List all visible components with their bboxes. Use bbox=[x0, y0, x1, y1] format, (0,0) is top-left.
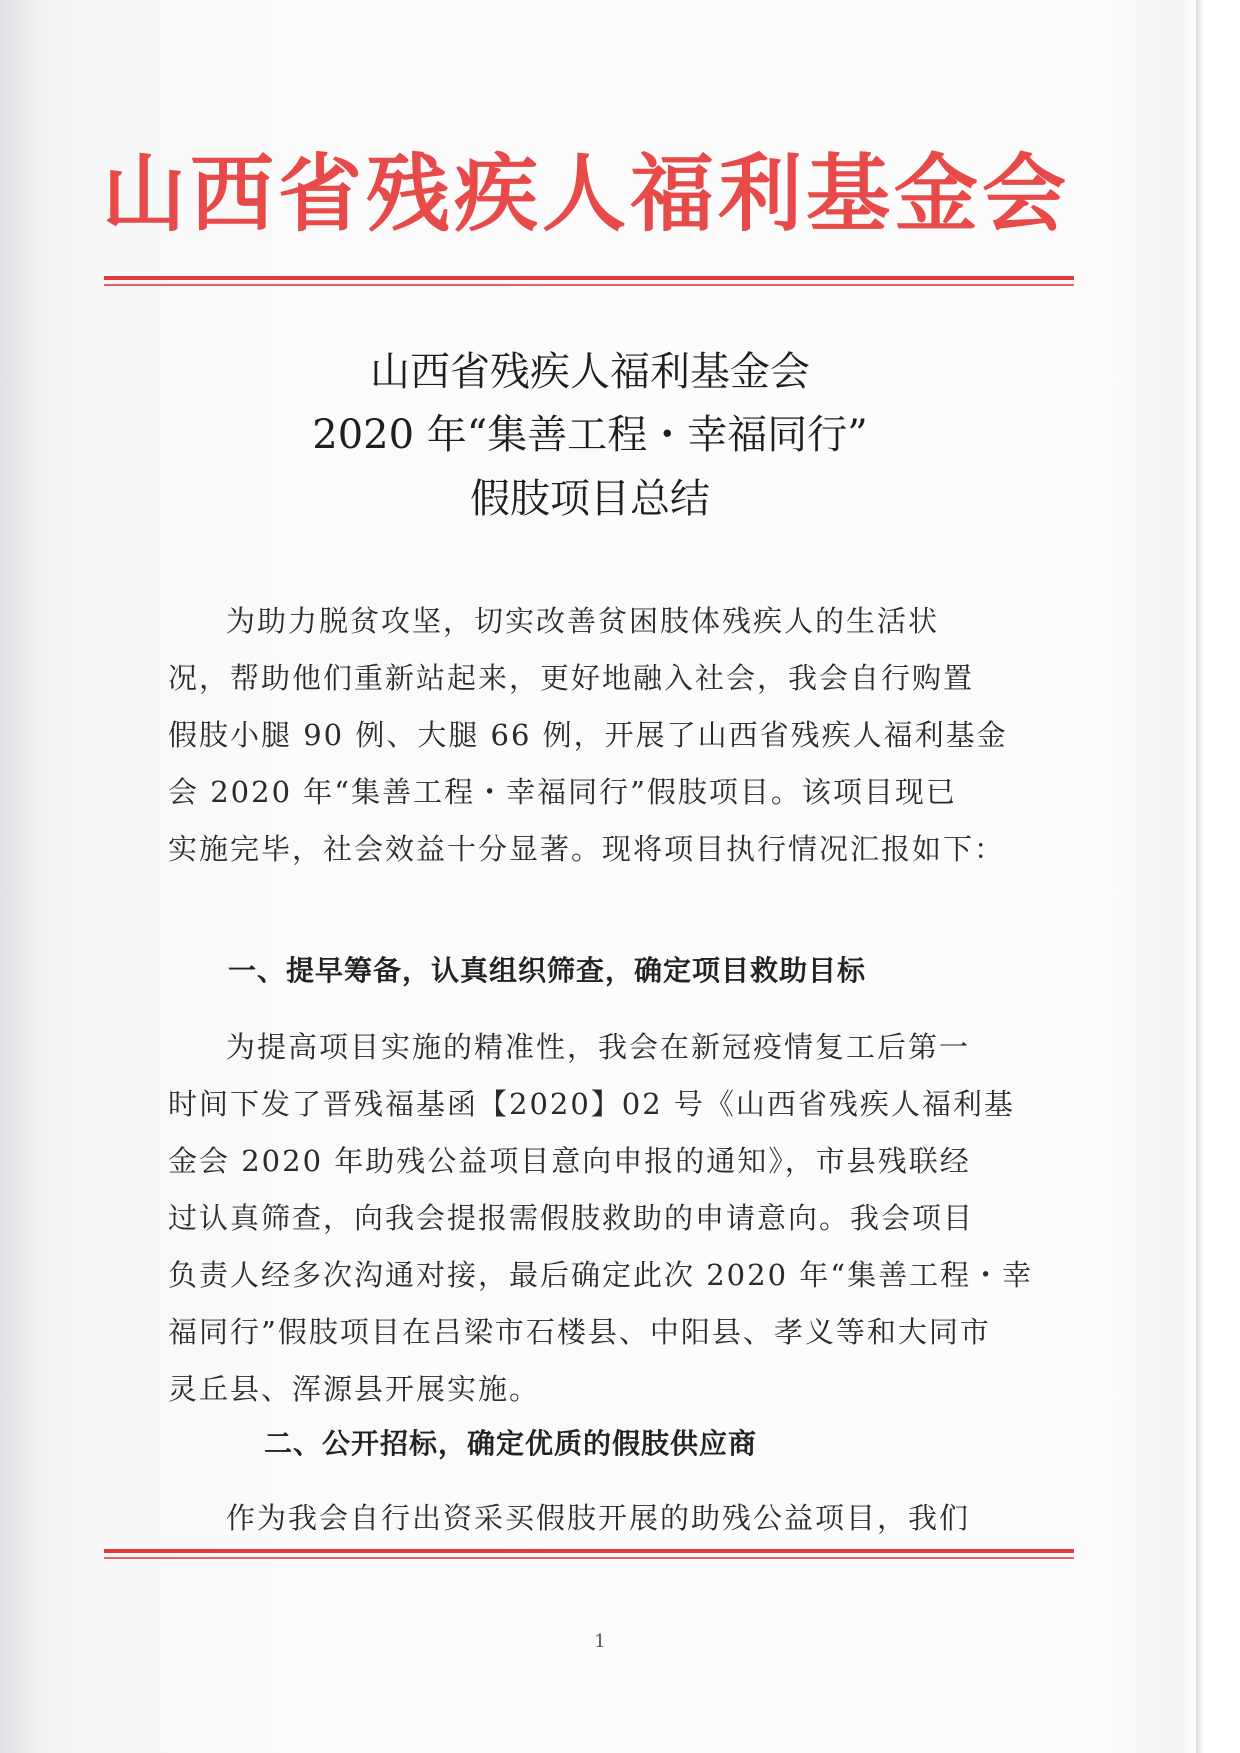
section-1-paragraph-line: 为提高项目实施的精准性，我会在新冠疫情复工后第一 bbox=[226, 1030, 971, 1064]
bottom-rule-thin-line bbox=[104, 1557, 1074, 1559]
document-title-line-3: 假肢项目总结 bbox=[470, 476, 710, 522]
page-number: 1 bbox=[594, 1631, 606, 1652]
letterhead-bottom-rule bbox=[104, 1549, 1074, 1559]
intro-paragraph-line: 为助力脱贫攻坚，切实改善贫困肢体残疾人的生活状 bbox=[226, 604, 940, 638]
letterhead-top-rule bbox=[104, 276, 1074, 286]
letterhead-org-name: 山西省残疾人福利基金会 bbox=[101, 144, 1070, 243]
top-rule-thin-line bbox=[104, 284, 1074, 286]
document-title-line-2: 2020 年“集善工程・幸福同行” bbox=[312, 412, 868, 458]
section-1-paragraph-line: 灵丘县、浑源县开展实施。 bbox=[168, 1372, 541, 1406]
intro-paragraph-line: 实施完毕，社会效益十分显著。现将项目执行情况汇报如下： bbox=[168, 832, 1006, 866]
top-rule-thick-line bbox=[104, 276, 1074, 280]
intro-paragraph-line: 假肢小腿 90 例、大腿 66 例，开展了山西省残疾人福利基金 bbox=[168, 718, 1008, 752]
section-1-paragraph-line: 时间下发了晋残福基函【2020】02 号《山西省残疾人福利基 bbox=[168, 1087, 1015, 1121]
document-title-line-1: 山西省残疾人福利基金会 bbox=[370, 349, 810, 395]
intro-paragraph-line: 会 2020 年“集善工程・幸福同行”假肢项目。该项目现已 bbox=[168, 775, 957, 809]
section-1-paragraph-line: 金会 2020 年助残公益项目意向申报的通知》，市县残联经 bbox=[168, 1144, 971, 1178]
page-binding-shadow bbox=[0, 0, 40, 1753]
section-1-heading: 一、提早筹备，认真组织筛查，确定项目救助目标 bbox=[228, 954, 867, 987]
section-2-heading: 二、公开招标，确定优质的假肢供应商 bbox=[264, 1427, 758, 1460]
section-1-paragraph-line: 福同行”假肢项目在吕梁市石楼县、中阳县、孝义等和大同市 bbox=[168, 1315, 991, 1349]
intro-paragraph-line: 况，帮助他们重新站起来，更好地融入社会，我会自行购置 bbox=[168, 661, 975, 695]
page-right-edge bbox=[1196, 0, 1204, 1753]
section-1-paragraph-line: 过认真筛查，向我会提报需假肢救助的申请意向。我会项目 bbox=[168, 1201, 975, 1235]
bottom-rule-thick-line bbox=[104, 1549, 1074, 1553]
section-2-paragraph-line: 作为我会自行出资采买假肢开展的助残公益项目，我们 bbox=[226, 1501, 971, 1535]
section-1-paragraph-line: 负责人经多次沟通对接，最后确定此次 2020 年“集善工程・幸 bbox=[168, 1258, 1034, 1292]
